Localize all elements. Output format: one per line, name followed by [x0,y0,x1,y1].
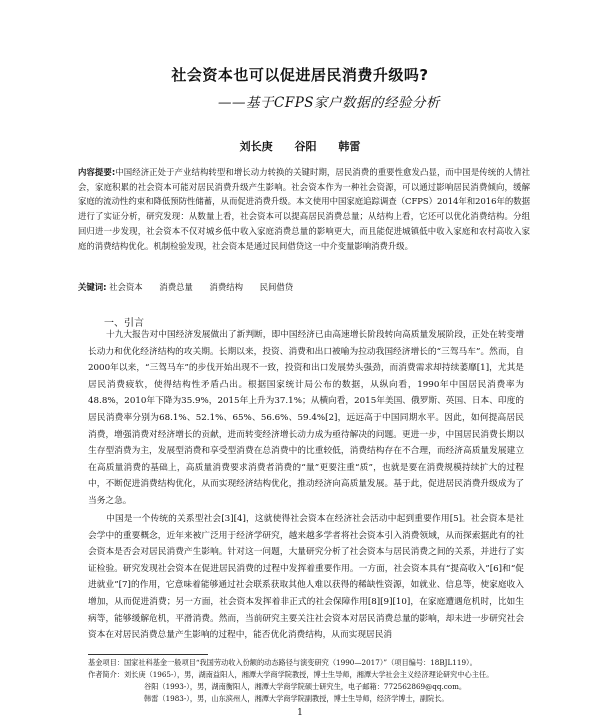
footnote-author: 韩雷（1983-），男，山东滨州人，湘潭大学商学院副教授，博士生导师，经济学博士，副院长。 [144,694,449,703]
keywords [78,281,530,293]
body-paragraph [88,327,524,510]
author-name: 刘长庚 [239,140,273,153]
section-heading: 一、引言 [104,318,144,329]
footnote-author: 谷阳（1993-），男，湖南衡阳人，湘潭大学商学院硕士研究生，电子邮箱：772562869@qq.com。 [144,682,467,691]
author-list [0,138,600,154]
footnote-author: 作者简介：刘长庚（1965-），男，湖南益阳人，湘潭大学商学院教授，博士生导师，湘潭大学社会主义经济理论研究中心主任。 [88,670,494,679]
paragraph-text: 中国是一个传统的关系型社会[3][4]，这就使得社会资本在经济社会活动中起到重要作用[5]。社会资本是社会学中的重要概念，近年来被广泛用于经济学研究，越来越多学者将社会资本引入消费领域，从而探索据此有的社会资本是否会对居民消费产生影响。针对这一问题，大量研究分析了社会资本与居民消费之间的关系，并进行了实证检验。研究发现社会资本在促进居民消费的过程中发挥着重要作用。一方面，社会资本具有“提高收入”[6]和“促进就业”[7]的作用，它意味着能够通过社会联系获取其他人难以获得的稀缺性资源，如就业、信息等，使家庭收入增加，从而促进消费；另一方面，社会资本发挥着非正式的社会保障作用[8][9][10]，在家庭遭遇危机时，比如生病等，能够缓解危机，平滑消费。然而，当前研究主要关注社会资本对居民消费总量的影响，却未进一步研究社会资本在对居民消费总量产生影响的过程中，能否优化消费结构，从而实现居民消 [88,514,524,641]
footnotes [88,657,528,705]
paper-title: 社会资本也可以促进居民消费升级吗? [171,66,429,84]
abstract-text: 中国经济正处于产业结构转型和增长动力转换的关键时期，居民消费的重要性愈发凸显，而中国是传统的人情社会，家庭积累的社会资本可能对居民消费升级产生影响。社会资本作为一种社会资源，可以通过影响居民消费倾向，缓解家庭的流动性约束和降低预防性储蓄，从而促进消费升级。本文使用中国家庭追踪调查（CFPS）2014年和2016年的数据进行了实证分析，研究发现：从数量上看，社会资本可以提高居民消费总量；从结构上看，它还可以优化消费结构。分组回归进一步发现，社会资本不仅对城乡低中收入家庭消费总量的影响更大，而且能促进城镇低中收入家庭和农村高收入家庭的消费结构优化。机制检验发现，社会资本是通过民间借贷这一中介变量影响消费升级。 [78,167,530,251]
page-number: 1 [297,708,303,718]
abstract-label: 内容提要: [78,167,116,177]
paragraph-text: 十九大报告对中国经济发展做出了新判断，即中国经济已由高速增长阶段转向高质量发展阶段，正处在转变增长动力和优化经济结构的攻关期。长期以来，投资、消费和出口被喻为拉动我国经济增长的“三驾马车”。然而，自2000年以来，“三驾马车”的步伐开始出现不一致，投资和出口发展势头强劲，而消费需求却持续萎靡[1]，尤其是居民消费疲软，使得结构性矛盾凸出。根据国家统计局公布的数据，从纵向看，1990年中国居民消费率为48.8%，2010年下降为35.9%，2015年上升为37.1%；从横向看，2015年美国、俄罗斯、英国、日本、印度的居民消费率分别为68.1%、52.1%、65%、56.6%、59.4%[2]，远远高于中国同期水平。因此，如何提高居民消费，增强消费对经济增长的贡献，进而转变经济增长动力成为亟待解决的问题。更进一步，中国居民消费长期以生存型消费为主，发展型消费和享受型消费在总消费中的比重较低，消费结构存在不合理，而经济高质量发展建立在高质量消费的基础上，高质量消费要求消费者消费的“量”更要注重“质”，也就是要在消费规模持续扩大的过程中，不断促进消费结构优化，从而实现经济结构优化，推动经济向高质量发展。基于此，促进居民消费升级成为了当务之急。 [88,330,524,506]
author-name: 韩雷 [338,140,361,153]
keyword: 消费总量 [159,282,193,292]
abstract [78,165,530,253]
keyword: 社会资本 [109,282,143,292]
author-name: 谷阳 [294,140,317,153]
footnote-funding: 基金项目：国家社科基金一般项目“我国劳动收入份额的动态路径与演变研究（1990—2017）”（项目编号：18BJL119）。 [88,658,477,667]
keyword: 消费结构 [209,282,243,292]
paper-subtitle: ——基于CFPS家户数据的经验分析 [218,95,441,111]
keywords-label: 关键词: [78,282,107,292]
keyword: 民间借贷 [259,282,294,292]
body-paragraph [88,511,524,644]
footnote-divider [88,654,208,655]
